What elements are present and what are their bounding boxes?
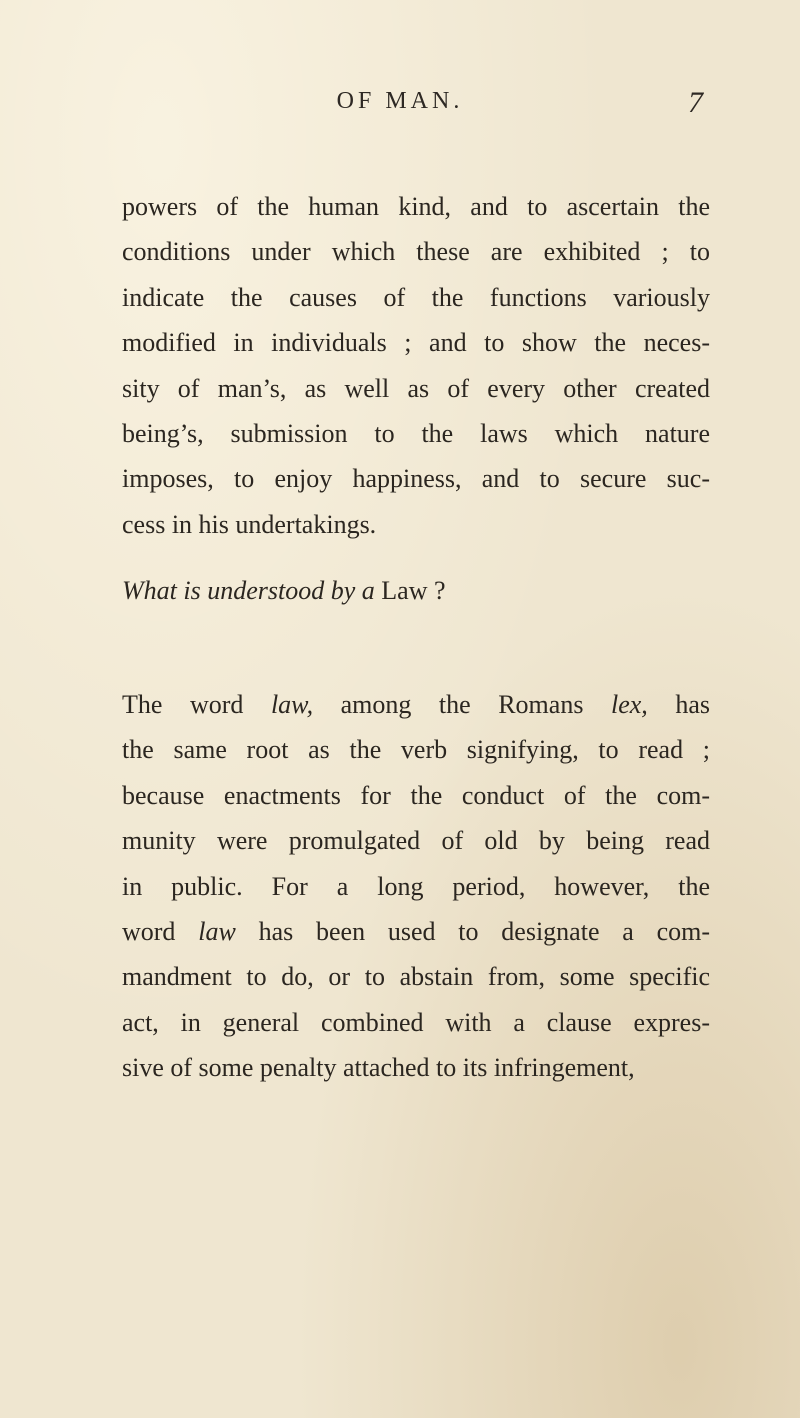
paragraph-1 <box>122 184 710 547</box>
text-line: being’s, submission to the laws which nature <box>122 418 710 448</box>
heading-italic: What is understood by a <box>122 576 375 605</box>
text-line: sity of man’s, as well as of every other created <box>122 373 710 403</box>
emphasis-law: law <box>198 916 236 946</box>
heading-roman: Law ? <box>381 576 446 605</box>
emphasis-lex: lex, <box>610 690 648 719</box>
text-line: the same root as the verb signifying, to read ; <box>122 735 710 765</box>
running-title: OF MAN. <box>336 88 464 114</box>
text-line: imposes, to enjoy happiness, and to secure suc- <box>122 464 710 494</box>
text-line: sive of some penalty attached to its infringement, <box>122 1053 635 1083</box>
text-line: because enactments for the conduct of the com- <box>122 780 710 810</box>
text-line: powers of the human kind, and to ascertain the <box>122 192 710 221</box>
text-line: in public. For a long period, however, the <box>122 871 710 901</box>
page-number: 7 <box>688 86 703 119</box>
page-header <box>0 88 800 128</box>
section-heading <box>122 568 710 613</box>
text-line: conditions under which these are exhibited ; to <box>122 237 710 267</box>
text-line: indicate the causes of the functions variously <box>122 282 710 312</box>
text-line: mandment to do, or to abstain from, some specific <box>122 962 710 992</box>
text-line: The word law, among the Romans lex, has <box>122 690 710 719</box>
text-line: modified in individuals ; and to show the neces- <box>122 328 710 358</box>
text-line: word law has been used to designate a com- <box>122 916 710 946</box>
text-line: cess in his undertakings. <box>122 509 377 539</box>
text-line: munity were promulgated of old by being read <box>122 826 710 856</box>
text-line: act, in general combined with a clause expres- <box>122 1007 710 1037</box>
paragraph-2 <box>122 682 710 1091</box>
emphasis-law: law, <box>270 690 314 719</box>
